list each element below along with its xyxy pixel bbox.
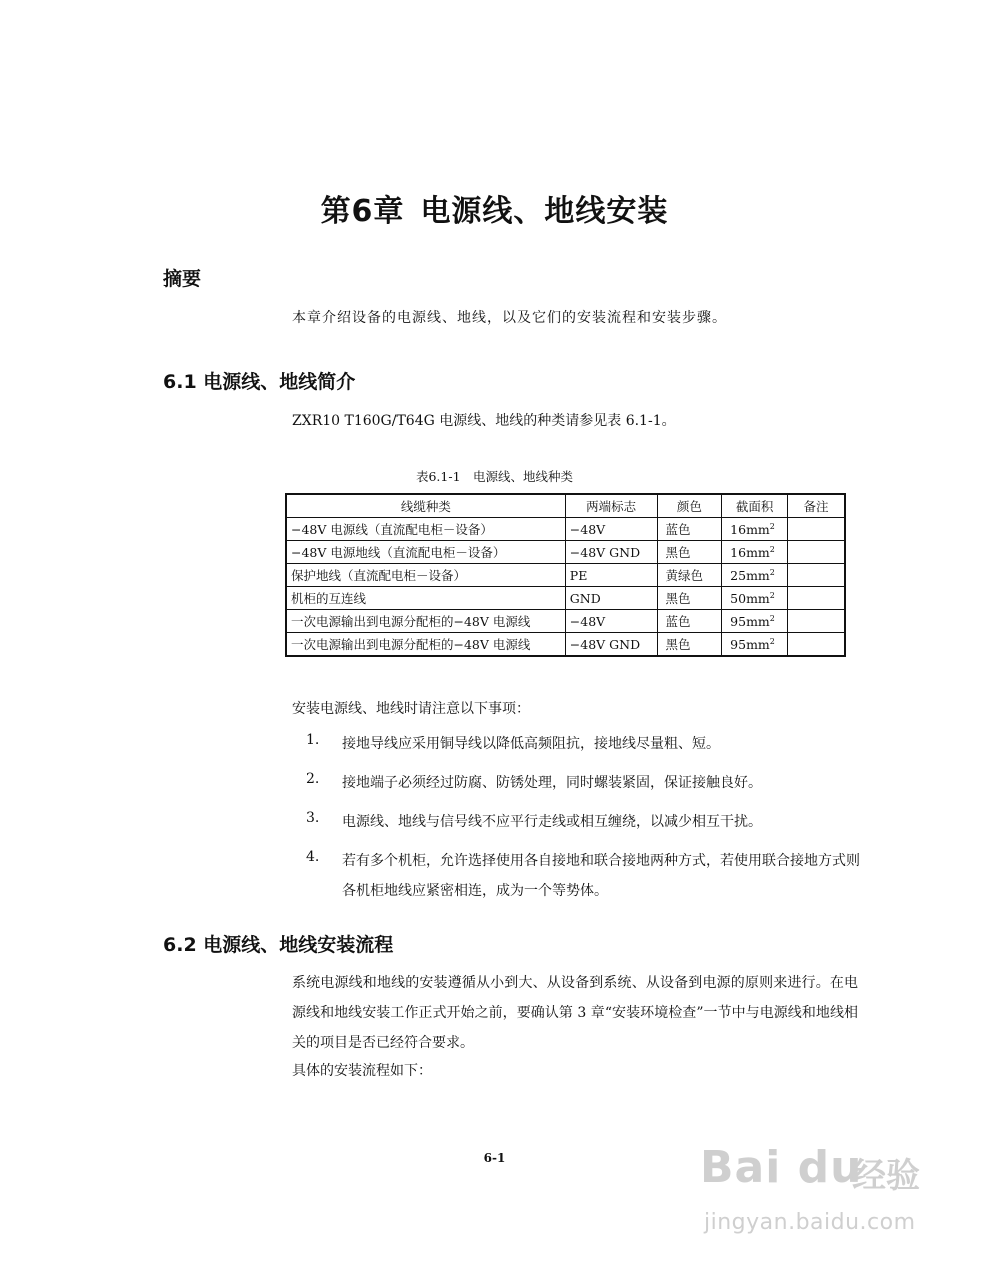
table-row <box>286 518 845 541</box>
cell-color: 黑色 <box>657 633 722 657</box>
cell-remarks <box>787 633 845 657</box>
cell-remarks <box>787 610 845 633</box>
note-number: 3. <box>306 810 320 826</box>
page-number: 6-1 <box>483 1151 506 1165</box>
cell-cross-section: $16mm^2$ <box>722 518 788 541</box>
cell-color: 蓝色 <box>657 518 722 541</box>
cell-cable-type: −48V 电源线（直流配电柜－设备） <box>286 518 565 541</box>
abstract-text: 本章介绍设备的电源线、地线，以及它们的安装流程和安装步骤。 <box>292 310 727 326</box>
cell-color: 黑色 <box>657 541 722 564</box>
cell-remarks <box>787 541 845 564</box>
section-6-2-heading: 6.2 电源线、地线安装流程 <box>163 934 394 956</box>
note-text: 接地导线应采用铜导线以降低高频阻抗，接地线尽量粗、短。 <box>342 736 720 752</box>
note-text: 电源线、地线与信号线不应平行走线或相互缠绕，以减少相互干扰。 <box>342 814 762 830</box>
chapter-number: 第6章 <box>320 194 405 229</box>
baidu-jingyan-watermark <box>700 1130 960 1250</box>
cell-color: 蓝色 <box>657 610 722 633</box>
table-row <box>286 610 845 633</box>
cell-end-mark: −48V GND <box>565 541 657 564</box>
list-item <box>306 807 866 837</box>
cell-cable-type: 保护地线（直流配电柜－设备） <box>286 564 565 587</box>
abstract-heading: 摘要 <box>163 268 202 290</box>
cell-remarks <box>787 518 845 541</box>
header-cable-type: 线缆种类 <box>286 494 565 518</box>
table-header-row <box>286 494 845 518</box>
watermark-url: jingyan.baidu.com <box>704 1210 916 1235</box>
cell-cross-section: $50mm^2$ <box>722 587 788 610</box>
cell-cable-type: −48V 电源地线（直流配电柜－设备） <box>286 541 565 564</box>
cell-cross-section: $95mm^2$ <box>722 633 788 657</box>
cell-cross-section: $16mm^2$ <box>722 541 788 564</box>
chapter-title <box>0 186 989 230</box>
cell-cross-section: $95mm^2$ <box>722 610 788 633</box>
watermark-logo: Bai du <box>700 1142 863 1193</box>
cell-end-mark: −48V GND <box>565 633 657 657</box>
header-end-mark: 两端标志 <box>565 494 657 518</box>
note-number: 2. <box>306 771 320 787</box>
cell-remarks <box>787 564 845 587</box>
cell-end-mark: GND <box>565 587 657 610</box>
section-6-2-lead: 具体的安装流程如下： <box>292 1063 432 1079</box>
cell-color: 黑色 <box>657 587 722 610</box>
list-item <box>306 729 866 759</box>
cell-end-mark: PE <box>565 564 657 587</box>
cell-cable-type: 一次电源输出到电源分配柜的−48V 电源线 <box>286 610 565 633</box>
list-item <box>306 846 866 906</box>
cell-remarks <box>787 587 845 610</box>
header-remarks: 备注 <box>787 494 845 518</box>
cell-end-mark: −48V <box>565 518 657 541</box>
notes-list <box>306 733 866 919</box>
cell-color: 黄绿色 <box>657 564 722 587</box>
note-number: 4. <box>306 849 320 865</box>
cell-cable-type: 一次电源输出到电源分配柜的−48V 电源线 <box>286 633 565 657</box>
section-6-1-intro: ZXR10 T160G/T64G 电源线、地线的种类请参见表 6.1-1。 <box>292 413 676 429</box>
table-row <box>286 633 845 657</box>
note-number: 1. <box>306 732 320 748</box>
chapter-name: 电源线、地线安装 <box>420 194 669 229</box>
cell-cross-section: $25mm^2$ <box>722 564 788 587</box>
section-6-1-heading: 6.1 电源线、地线简介 <box>163 371 356 393</box>
note-text: 若有多个机柜，允许选择使用各自接地和联合接地两种方式，若使用联合接地方式则各机柜地线应紧密相连，成为一个等势体。 <box>342 853 860 899</box>
header-color: 颜色 <box>657 494 722 518</box>
list-item <box>306 768 866 798</box>
table-caption: 表6.1-1 电源线、地线种类 <box>415 469 574 484</box>
cable-types-table <box>285 493 846 657</box>
note-text: 接地端子必须经过防腐、防锈处理，同时螺装紧固，保证接触良好。 <box>342 775 762 791</box>
watermark-cn: 经验 <box>852 1156 920 1196</box>
table-row <box>286 541 845 564</box>
notes-intro: 安装电源线、地线时请注意以下事项： <box>292 701 530 717</box>
table-row <box>286 564 845 587</box>
cell-end-mark: −48V <box>565 610 657 633</box>
section-6-2-paragraph: 系统电源线和地线的安装遵循从小到大、从设备到系统、从设备到电源的原则来进行。在电源线和地线安装工作正式开始之前，要确认第 3 章“安装环境检查”一节中与电源线和地线相关的项目是否已经符合要求。 <box>292 975 858 1051</box>
cell-cable-type: 机柜的互连线 <box>286 587 565 610</box>
table-row <box>286 587 845 610</box>
header-cross-section: 截面积 <box>722 494 788 518</box>
